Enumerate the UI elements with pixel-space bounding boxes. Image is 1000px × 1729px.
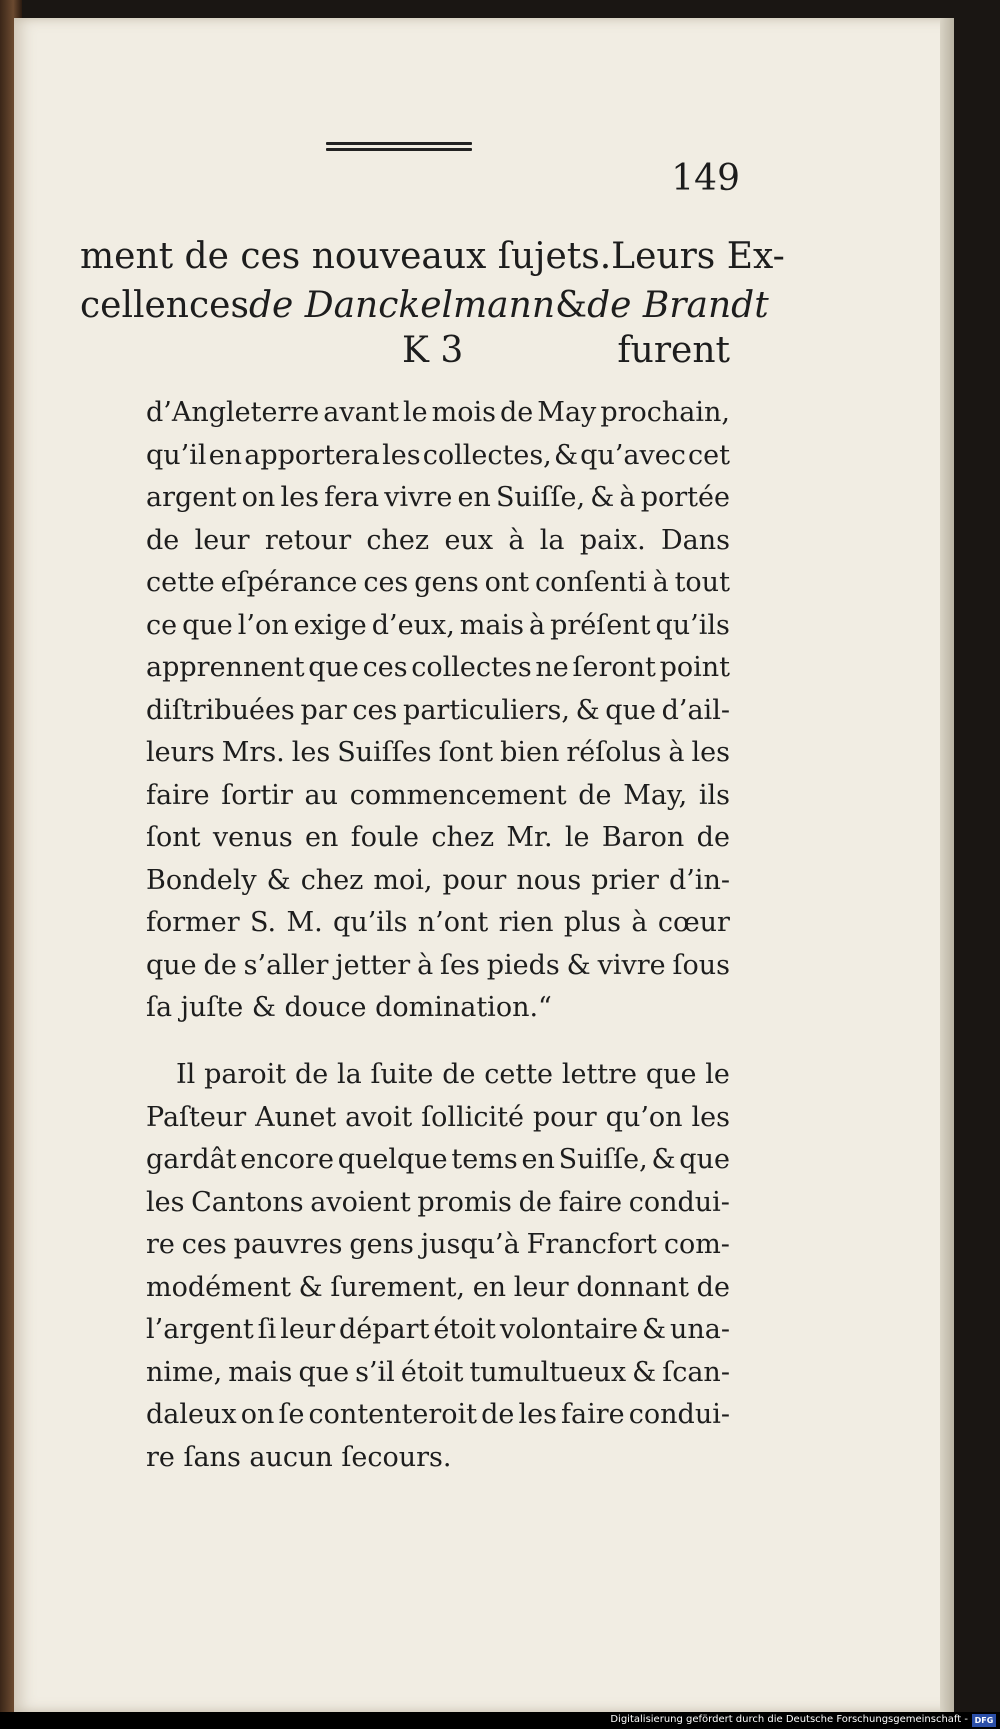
text-line: les Cantons avoient promis de faire condui-: [146, 1186, 730, 1218]
continuation-text: [80, 232, 785, 330]
quoted-letter-paragraph: [146, 392, 730, 1030]
dfg-logo: DFG: [972, 1714, 996, 1727]
text-line: ſont venus en foule chez Mr. le Baron de: [146, 822, 730, 853]
text-line: d’Angleterre avant le mois de May prochain,: [146, 397, 730, 428]
text-line: faire ſortir au commencement de May, ils: [146, 779, 730, 811]
text-line: ce que l’on exige d’eux, mais à préſent qu’ils: [146, 609, 730, 641]
text-line: qu’il en apportera les collectes, & qu’avec cet: [146, 439, 730, 471]
text-line: ſa juſte & douce domination.“: [146, 992, 552, 1023]
text-line: cellences de Danckelmann & de Brandt: [80, 285, 769, 326]
text-line: modément & ſurement, en leur donnant de: [146, 1271, 730, 1303]
text-line: Il paroit de la ſuite de cette lettre que le: [176, 1059, 730, 1090]
signature-mark: K 3: [402, 330, 464, 371]
text-line: que de s’aller jetter à ſes pieds & vivre ſous: [146, 949, 730, 981]
text-line: former S. M. qu’ils n’ont rien plus à cœur: [146, 907, 730, 938]
text-line: apprennent que ces collectes ne ſeront point: [146, 652, 730, 683]
signature-line: [80, 330, 730, 380]
text-line: re ces pauvres gens jusqu’à Francfort com-: [146, 1229, 730, 1260]
text-line: cette eſpérance ces gens ont conſenti à tout: [146, 567, 730, 598]
text-line: de leur retour chez eux à la paix. Dans: [146, 524, 730, 556]
header-double-rule: [326, 142, 472, 156]
text-line: re ſans aucun ſecours.: [146, 1441, 452, 1473]
page-edge: [940, 18, 954, 1712]
text-line: l’argent ſi leur départ étoit volontaire & una-: [146, 1314, 730, 1345]
text-line: argent on les fera vivre en Suiſſe, & à portée: [146, 482, 730, 513]
text-line: Paſteur Aunet avoit ſollicité pour qu’on les: [146, 1101, 730, 1133]
text-line: diſtribuées par ces particuliers, & que d’ail-: [146, 694, 730, 726]
catchword: furent: [617, 330, 730, 371]
text-line: nime, mais que s’il étoit tumultueux & ſcan-: [146, 1356, 730, 1388]
text-line: ment de ces nouveaux ſujets. Leurs Ex-: [80, 236, 785, 277]
digitization-credit: Digitalisierung gefördert durch die Deutsche Forschungsgemeinschaft -: [610, 1714, 968, 1725]
text-line: Bondely & chez moi, pour nous prier d’in-: [146, 864, 730, 896]
page-number: 149: [671, 158, 740, 199]
commentary-paragraph: [146, 1054, 730, 1479]
text-line: leurs Mrs. les Suiſſes ſont bien réſolus à les: [146, 737, 730, 768]
text-line: gardât encore quelque tems en Suiſſe, & que: [146, 1144, 730, 1175]
text-line: daleux on ſe contenteroit de les faire condui-: [146, 1399, 730, 1430]
